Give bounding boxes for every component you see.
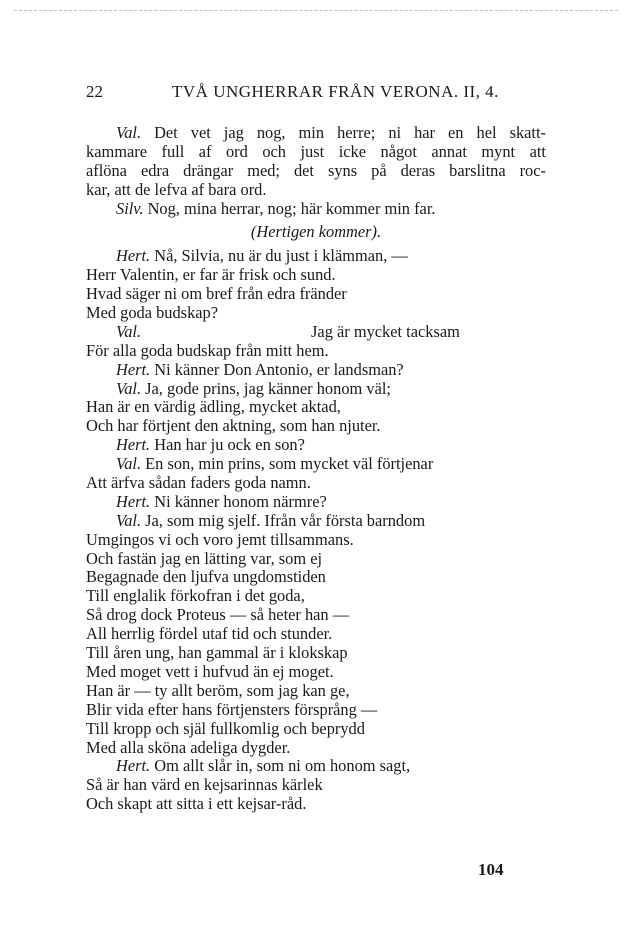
- prose-line: [86, 162, 546, 181]
- verse-line: [86, 474, 546, 493]
- verse-text: All herrlig fördel utaf tid och stunder.: [86, 624, 333, 644]
- verse-line: [86, 285, 546, 304]
- verse-text: Till åren ung, han gammal är i klokskap: [86, 643, 348, 663]
- speaker-name: Hert.: [116, 756, 151, 776]
- verse-text: Nå, Silvia, nu är du just i klämman, —: [150, 246, 408, 266]
- page-body: [86, 124, 546, 814]
- verse-text: Med goda budskap?: [86, 303, 219, 323]
- prose-line: [86, 124, 546, 143]
- verse-line: [86, 663, 546, 682]
- verse-line: [86, 606, 546, 625]
- prose-text: Nog, mina herrar, nog; här kommer min far.: [143, 198, 436, 218]
- speaker-name: Hert.: [116, 491, 151, 511]
- prose-line: [86, 143, 546, 162]
- prose-line: [86, 181, 546, 200]
- verse-line: [86, 776, 546, 795]
- running-title: TVÅ UNGHERRAR FRÅN VERONA. II, 4.: [172, 82, 499, 101]
- verse-line: [86, 247, 546, 266]
- speaker-name: Hert.: [116, 246, 151, 266]
- signature-mark: 104: [478, 860, 504, 879]
- verse-text: Han har ju ock en son?: [150, 435, 305, 455]
- verse-line: [86, 455, 546, 474]
- verse-text: Så är han värd en kejsarinnas kärlek: [86, 775, 323, 795]
- verse-line: [86, 436, 546, 455]
- verse-text: Att ärfva sådan faders goda namn.: [86, 473, 311, 493]
- verse-line: [86, 568, 546, 587]
- verse-text: Ni känner Don Antonio, er landsman?: [150, 359, 404, 379]
- verse-text: Så drog dock Proteus — så heter han —: [86, 605, 350, 625]
- verse-block: [86, 247, 546, 814]
- verse-text: Umgingos vi och voro jemt tillsammans.: [86, 529, 354, 549]
- verse-text: Till englalik förkofran i det goda,: [86, 586, 305, 606]
- verse-line: [86, 739, 546, 758]
- verse-line: [86, 587, 546, 606]
- verse-line: [86, 323, 546, 342]
- verse-text: Hvad säger ni om bref från edra fränder: [86, 284, 347, 304]
- prose-line: [86, 200, 546, 219]
- verse-line: [86, 531, 546, 550]
- verse-text: Och fastän jag en lätting var, som ej: [86, 548, 323, 568]
- verse-line: [86, 266, 546, 285]
- verse-text: Blir vida efter hans förtjensters försprång —: [86, 699, 378, 719]
- speaker-name: Val.: [116, 321, 142, 341]
- verse-text: Med alla sköna adeliga dygder.: [86, 737, 291, 757]
- verse-line: [86, 795, 546, 814]
- verse-line: [86, 342, 546, 361]
- verse-line: [86, 417, 546, 436]
- speaker-name: Silv.: [116, 198, 144, 218]
- speaker-name: Val.: [116, 124, 142, 142]
- verse-line: [86, 361, 546, 380]
- verse-text: Och har förtjent den aktning, som han njuter.: [86, 416, 381, 436]
- speaker-name: Hert.: [116, 359, 151, 379]
- verse-text: Herr Valentin, er far är frisk och sund.: [86, 265, 336, 285]
- verse-line: [86, 304, 546, 323]
- verse-text: Till kropp och själ fullkomlig och beprydd: [86, 718, 365, 738]
- prose-text: kammare full af ord och just icke något annat mynt att: [86, 142, 546, 161]
- stage-direction: (Hertigen kommer).: [250, 222, 382, 242]
- verse-text: En son, min prins, som mycket väl förtjenar: [141, 454, 434, 474]
- verse-line: [86, 720, 546, 739]
- verse-line: [86, 625, 546, 644]
- prose-text: aflöna edra drängar med; det syns på deras barslitna roc-: [86, 161, 546, 180]
- verse-line: [86, 757, 546, 776]
- top-scan-rule: [14, 10, 618, 11]
- verse-text: Ni känner honom närmre?: [150, 491, 327, 511]
- verse-line: [86, 380, 546, 399]
- speaker-name: Val.: [116, 378, 142, 398]
- speaker-name: Val.: [116, 454, 142, 474]
- verse-text: Han är — ty allt beröm, som jag kan ge,: [86, 680, 350, 700]
- page-number: 22: [86, 82, 103, 101]
- verse-line: [86, 682, 546, 701]
- verse-text: För alla goda budskap från mitt hem.: [86, 340, 329, 360]
- verse-text: Och skapt att sitta i ett kejsar-råd.: [86, 794, 307, 814]
- speaker-name: Val.: [116, 510, 142, 530]
- verse-line: [86, 550, 546, 569]
- prose-text: Det vet jag nog, min herre; ni har en hel skatt-: [141, 124, 546, 142]
- verse-text: Han är en värdig ädling, mycket aktad,: [86, 397, 341, 417]
- verse-line: [86, 644, 546, 663]
- verse-line: [86, 398, 546, 417]
- speaker-name: Hert.: [116, 435, 151, 455]
- verse-line: [86, 512, 546, 531]
- verse-line: [86, 701, 546, 720]
- verse-text: Om allt slår in, som ni om honom sagt,: [150, 756, 411, 776]
- verse-text: Med moget vett i hufvud än ej moget.: [86, 661, 334, 681]
- verse-line: [86, 493, 546, 512]
- verse-text: Jag är mycket tacksam: [311, 321, 460, 341]
- verse-text: Begagnade den ljufva ungdomstiden: [86, 567, 326, 587]
- verse-text: Ja, som mig sjelf. Ifrån vår första barndom: [141, 510, 426, 530]
- verse-text: Ja, gode prins, jag känner honom väl;: [141, 378, 391, 398]
- prose-text: kar, att de lefva af bara ord.: [86, 179, 267, 199]
